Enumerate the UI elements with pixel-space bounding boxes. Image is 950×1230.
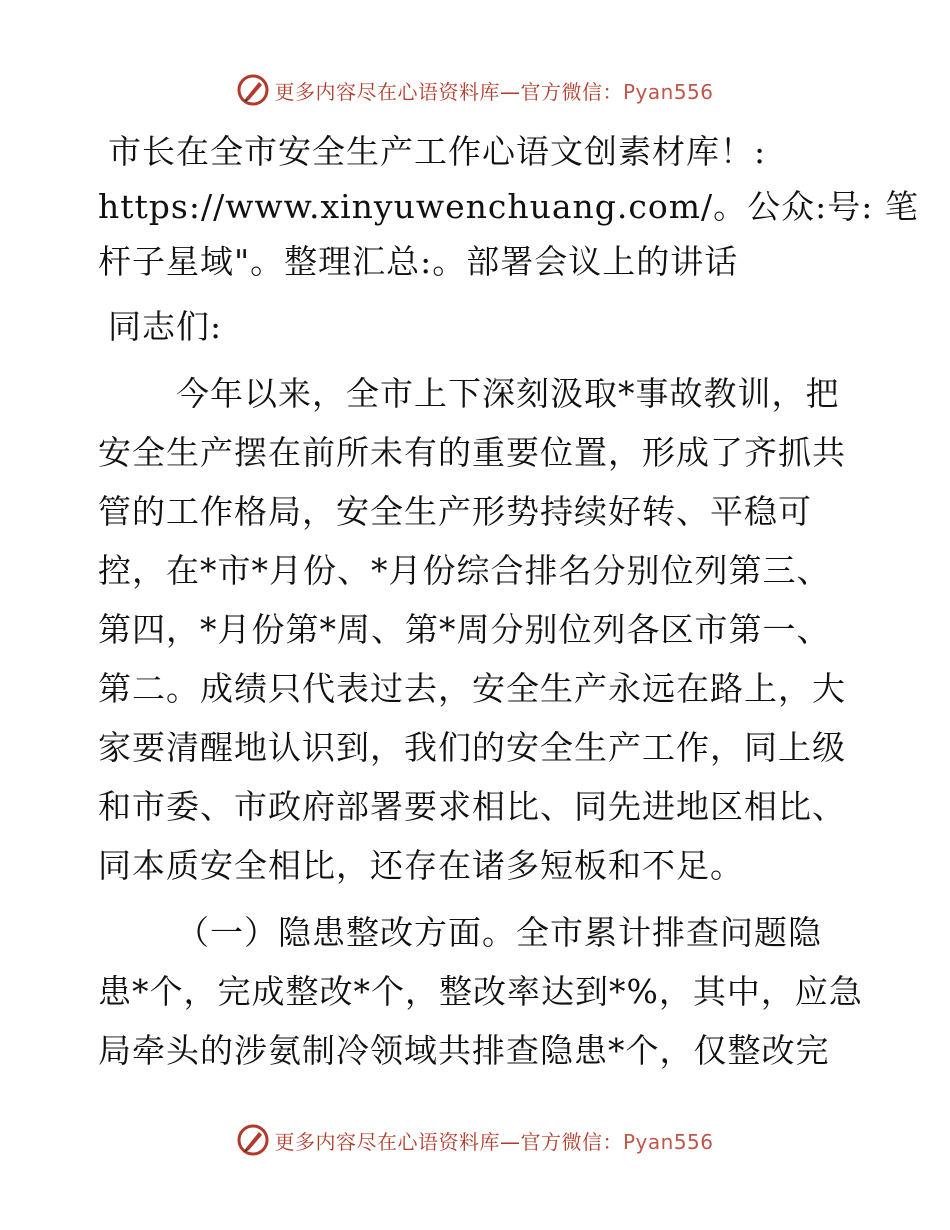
title-line: https://www.xinyuwenchuang.com/。公众:号: 笔 — [98, 187, 919, 226]
paragraph-line: 患*个，完成整改*个，整改率达到*%，其中，应急 — [98, 972, 863, 1011]
paragraph-line: 管的工作格局，安全生产形势持续好转、平稳可 — [98, 492, 812, 531]
paragraph-line: 第二。成绩只代表过去，安全生产永远在路上，大 — [98, 669, 846, 708]
title-line: 杆子星域"。整理汇总:。部署会议上的讲话 — [98, 242, 739, 281]
paragraph-line: （一）隐患整改方面。全市累计排查问题隐 — [176, 913, 822, 952]
document-body — [98, 124, 919, 1080]
pen-logo-icon — [236, 73, 270, 107]
paragraph-line: 同本质安全相比，还存在诸多短板和不足。 — [98, 846, 744, 885]
watermark-text: 更多内容尽在心语资料库—官方微信：Pyan556 — [274, 79, 714, 104]
paragraph-line: 控，在*市*月份、*月份综合排名分别位列第三、 — [98, 551, 831, 590]
paragraph-line: 第四，*月份第*周、第*周分别位列各区市第一、 — [98, 610, 831, 649]
watermark-banner-top — [0, 70, 950, 110]
title-line: 市长在全市安全生产工作心语文创素材库！: — [108, 132, 767, 171]
paragraph-line: 安全生产摆在前所未有的重要位置，形成了齐抓共 — [98, 433, 846, 472]
salutation: 同志们: — [108, 307, 223, 346]
paragraph-line: 局牵头的涉氨制冷领域共排查隐患*个，仅整改完 — [98, 1031, 830, 1070]
paragraph-line: 家要清醒地认识到，我们的安全生产工作，同上级 — [98, 728, 846, 767]
watermark-banner-bottom — [0, 1120, 950, 1160]
watermark-text: 更多内容尽在心语资料库—官方微信：Pyan556 — [274, 1129, 714, 1154]
pen-logo-icon — [236, 1123, 270, 1157]
paragraph-line: 和市委、市政府部署要求相比、同先进地区相比、 — [98, 787, 846, 826]
paragraph-line: 今年以来，全市上下深刻汲取*事故教训，把 — [176, 374, 840, 413]
